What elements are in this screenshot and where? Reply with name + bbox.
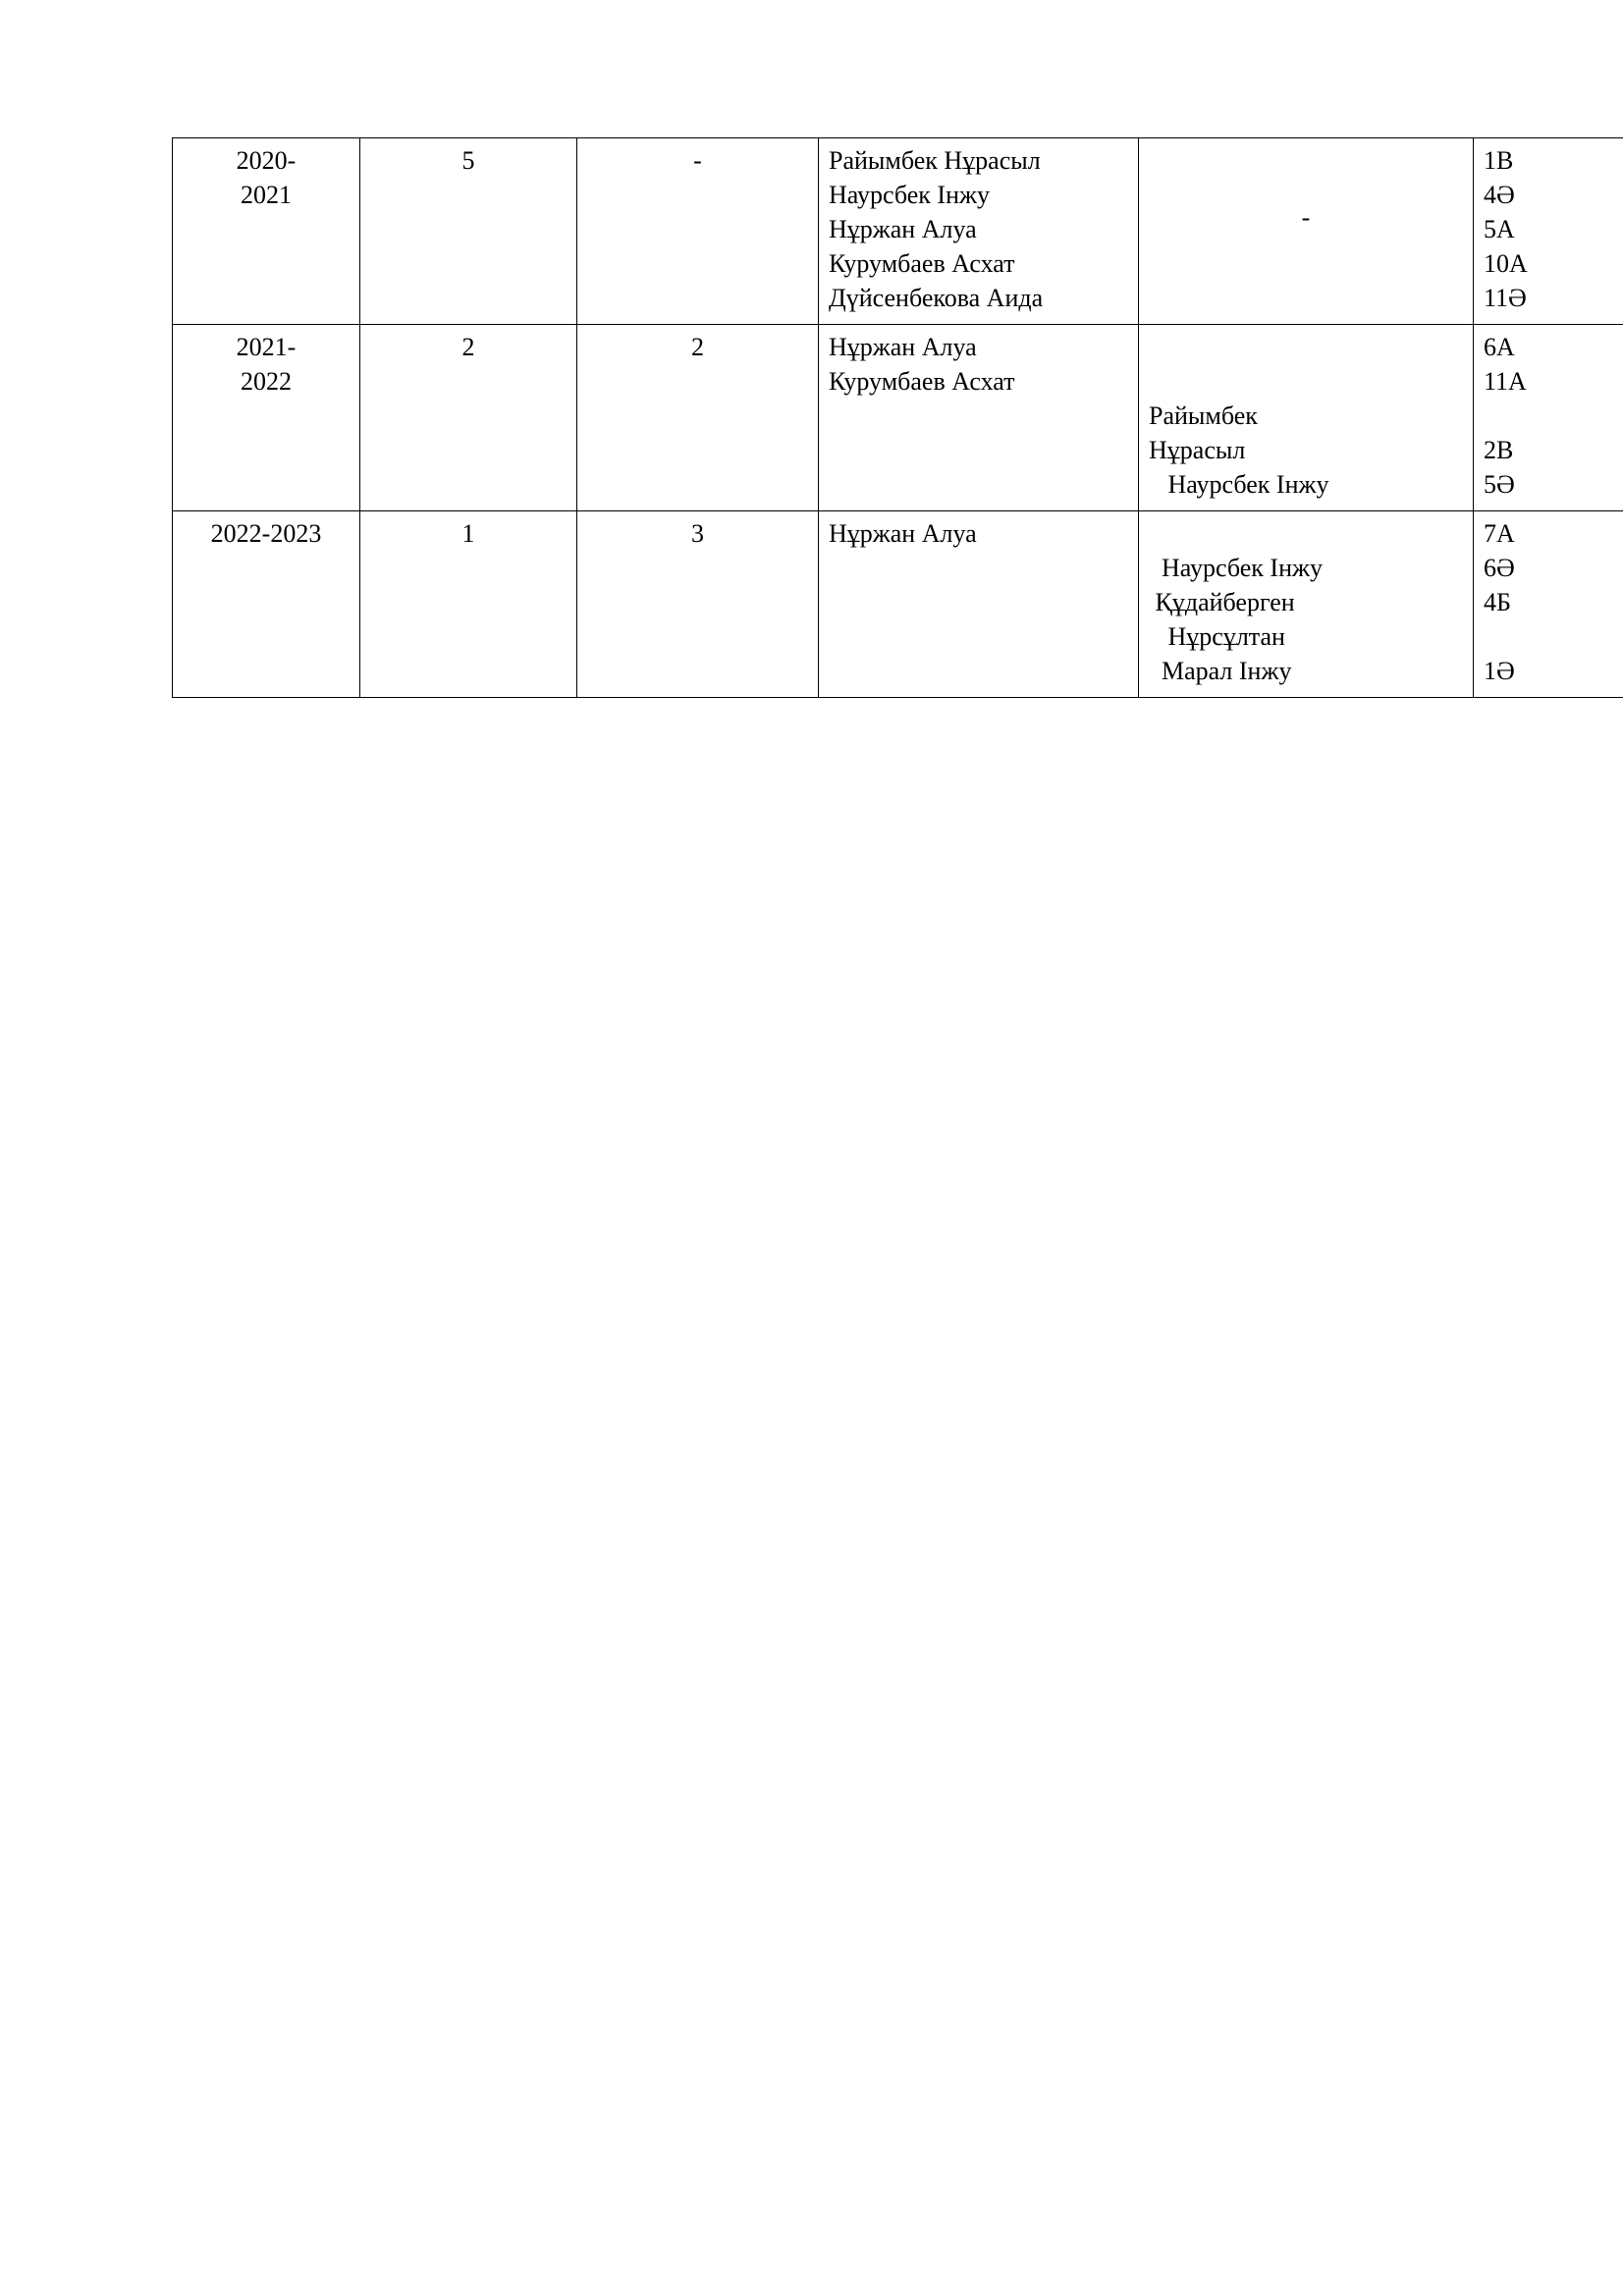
cell-count-b: 3 (577, 511, 819, 698)
class-line: 2В (1484, 436, 1514, 464)
name-line: Курумбаев Асхат (829, 367, 1015, 396)
table-row (173, 511, 1623, 698)
cell-year (173, 511, 360, 698)
achievements-table (172, 137, 1623, 698)
name-line: Марал Інжу (1149, 657, 1292, 685)
year-line: 2022 (241, 367, 292, 396)
class-line: 4Б (1484, 588, 1511, 616)
class-line: 5А (1484, 215, 1515, 243)
year-line: 2021 (241, 181, 292, 209)
cell-classes (1474, 138, 1623, 325)
cell-year (173, 325, 360, 511)
class-line: 11Ә (1484, 284, 1527, 312)
cell-names-right (1139, 511, 1474, 698)
cell-names-right (1139, 325, 1474, 511)
class-line: 7А (1484, 519, 1515, 548)
name-line (1149, 365, 1463, 400)
class-line: 1В (1484, 146, 1514, 175)
year-line: 2021- (236, 333, 297, 361)
cell-names-left (819, 325, 1139, 511)
name-line: - (1301, 203, 1311, 232)
name-line: Нұрсұлтан (1149, 622, 1285, 651)
class-line (1484, 620, 1623, 655)
name-line: Наурсбек Інжу (829, 181, 990, 209)
cell-count-b: - (577, 138, 819, 325)
name-line: Дүйсенбекова Аида (829, 284, 1044, 312)
name-line: Нұржан Алуа (829, 519, 977, 548)
table-row (173, 325, 1623, 511)
year-line: 2022-2023 (210, 519, 322, 548)
name-line: Наурсбек Інжу (1149, 470, 1329, 499)
class-line: 5Ә (1484, 470, 1515, 499)
table-container (172, 137, 1546, 698)
cell-names-left (819, 511, 1139, 698)
year-line: 2020- (236, 146, 297, 175)
cell-count-a: 5 (360, 138, 577, 325)
class-line: 6А (1484, 333, 1515, 361)
class-line: 10А (1484, 249, 1528, 278)
cell-classes (1474, 511, 1623, 698)
name-line: Құдайберген (1149, 588, 1295, 616)
name-line: Наурсбек Інжу (1149, 554, 1323, 582)
cell-count-a: 1 (360, 511, 577, 698)
class-line: 1Ә (1484, 657, 1515, 685)
name-line: Нұрасыл (1149, 436, 1246, 464)
class-line: 6Ә (1484, 554, 1515, 582)
name-line: Нұржан Алуа (829, 215, 977, 243)
table-row (173, 138, 1623, 325)
name-line: Райымбек Нұрасыл (829, 146, 1041, 175)
name-line: Курумбаев Асхат (829, 249, 1015, 278)
name-line: Райымбек (1149, 401, 1258, 430)
cell-names-right (1139, 138, 1474, 325)
cell-classes (1474, 325, 1623, 511)
cell-names-left (819, 138, 1139, 325)
class-line: 4Ә (1484, 181, 1515, 209)
cell-count-a: 2 (360, 325, 577, 511)
name-line: Нұржан Алуа (829, 333, 977, 361)
name-line (1149, 331, 1463, 365)
class-line: 11А (1484, 367, 1527, 396)
name-line (1149, 517, 1463, 552)
cell-count-b: 2 (577, 325, 819, 511)
class-line (1484, 400, 1623, 434)
cell-year (173, 138, 360, 325)
